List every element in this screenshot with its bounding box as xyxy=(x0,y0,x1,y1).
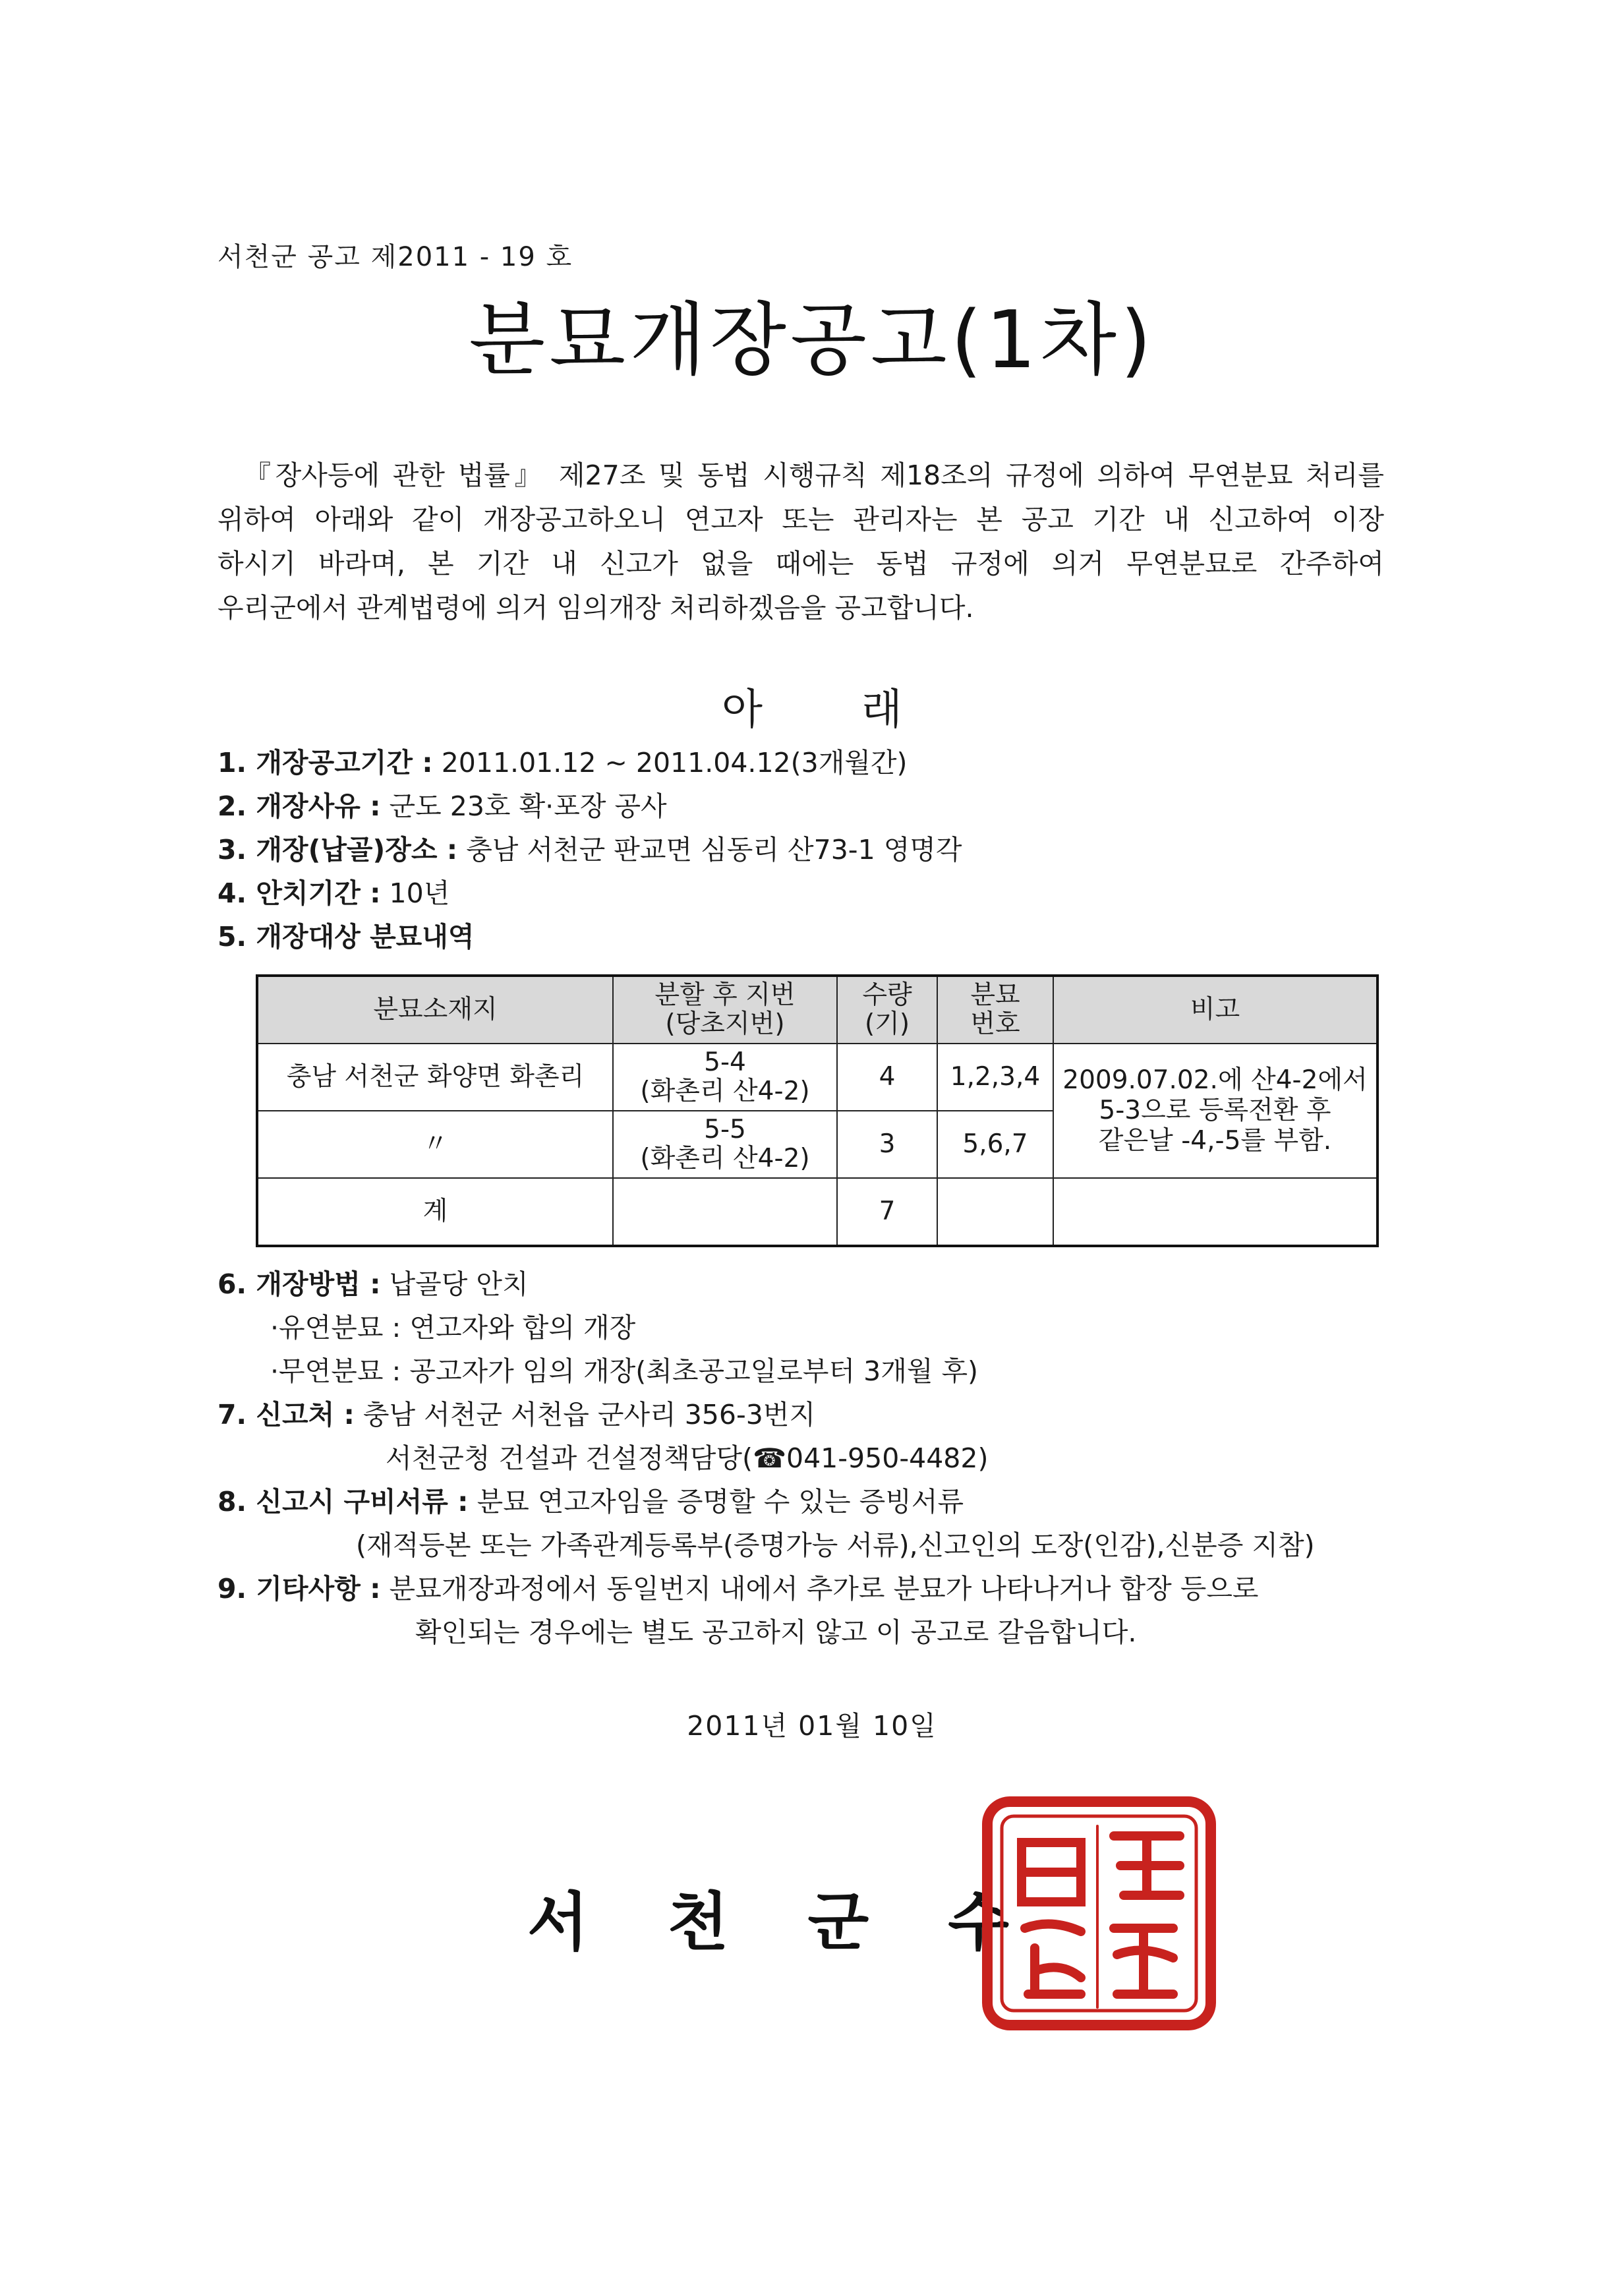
item-6 xyxy=(218,1264,529,1304)
cell-number: 5,6,7 xyxy=(937,1111,1053,1178)
header-lot-line2: (당초지번) xyxy=(665,1009,785,1039)
cell-total-count: 7 xyxy=(837,1178,937,1246)
document-title: 분묘개장공고(1차) xyxy=(469,295,1155,386)
header-number-line1: 분묘 xyxy=(970,980,1020,1010)
cell-lot-line1: 5-4 xyxy=(704,1048,746,1077)
cell-lot-line2: (화촌리 산4-2) xyxy=(640,1144,810,1173)
header-count-line2: (기) xyxy=(864,1009,910,1039)
item-3 xyxy=(218,830,962,870)
note-line: 2009.07.02.에 산4-2에서 xyxy=(1062,1065,1368,1095)
cell-empty xyxy=(613,1178,837,1246)
grave-table xyxy=(256,974,1379,1247)
item-9-cont: 확인되는 경우에는 별도 공고하지 않고 이 공고로 갈음합니다. xyxy=(415,1616,1137,1648)
cell-lot xyxy=(613,1044,837,1111)
item-label: 4. 안치기간 : xyxy=(218,877,381,909)
cell-lot xyxy=(613,1111,837,1178)
item-5 xyxy=(218,917,475,957)
signer-name: 서천군수 xyxy=(527,1885,1088,1959)
item-value: 납골당 안치 xyxy=(380,1268,529,1300)
body-line: 위하여 아래와 같이 개장공고하오니 연고자 또는 관리자는 본 공고 기간 내 신고하여 이장 xyxy=(218,504,1384,535)
body-line: 하시기 바라며, 본 기간 내 신고가 없을 때에는 동법 규정에 의거 무연분묘로 간주하여 xyxy=(218,548,1384,579)
header-number xyxy=(937,976,1053,1044)
header-note: 비고 xyxy=(1053,976,1378,1044)
notice-number: 서천군 공고 제2011 - 19 호 xyxy=(218,242,573,272)
item-8 xyxy=(218,1482,964,1521)
cell-total-label: 계 xyxy=(257,1178,613,1246)
section-heading: 아래 xyxy=(722,686,1001,734)
cell-number: 1,2,3,4 xyxy=(937,1044,1053,1111)
item-label: 6. 개장방법 : xyxy=(218,1268,381,1300)
header-lot xyxy=(613,976,837,1044)
item-7 xyxy=(218,1395,815,1434)
item-7-cont: 서천군청 건설과 건설정책담당(☎041-950-4482) xyxy=(386,1442,989,1474)
cell-empty xyxy=(1053,1178,1378,1246)
item-9 xyxy=(218,1569,1259,1609)
header-location: 분묘소재지 xyxy=(257,976,613,1044)
item-value: 2011.01.12 ~ 2011.04.12(3개월간) xyxy=(432,747,908,779)
item-8-cont: (재적등본 또는 가족관계등록부(증명가능 서류),신고인의 도장(인감),신분증 지참) xyxy=(356,1529,1315,1561)
issue-date: 2011년 01월 10일 xyxy=(687,1710,937,1742)
table-row xyxy=(257,1044,1378,1111)
header-count-line1: 수량 xyxy=(862,980,912,1010)
cell-location: 충남 서천군 화양면 화촌리 xyxy=(257,1044,613,1111)
item-label: 9. 기타사항 : xyxy=(218,1573,381,1605)
header-count xyxy=(837,976,937,1044)
header-number-line2: 번호 xyxy=(970,1009,1020,1039)
cell-count: 3 xyxy=(837,1111,937,1178)
item-1 xyxy=(218,743,908,782)
body-paragraph xyxy=(218,454,1384,630)
item-2 xyxy=(218,786,667,826)
item-value: 충남 서천군 서천읍 군사리 356-3번지 xyxy=(354,1399,816,1431)
item-6-sub-a: ·유연분묘 : 연고자와 합의 개장 xyxy=(270,1312,636,1343)
cell-lot-line1: 5-5 xyxy=(704,1115,746,1144)
official-seal-icon xyxy=(982,1796,1216,2030)
note-line: 같은날 -4,-5를 부함. xyxy=(1098,1126,1332,1156)
item-value: 충남 서천군 판교면 심동리 산73-1 영명각 xyxy=(457,834,962,866)
item-value: 분묘개장과정에서 동일번지 내에서 추가로 분묘가 나타나거나 합장 등으로 xyxy=(380,1573,1259,1605)
item-4 xyxy=(218,873,450,913)
header-lot-line1: 분할 후 지번 xyxy=(654,980,796,1010)
cell-count: 4 xyxy=(837,1044,937,1111)
item-label: 2. 개장사유 : xyxy=(218,790,381,822)
cell-lot-line2: (화촌리 산4-2) xyxy=(640,1077,810,1106)
body-line: 우리군에서 관계법령에 의거 임의개장 처리하겠음을 공고합니다. xyxy=(218,592,974,624)
item-6-sub-b: ·무연분묘 : 공고자가 임의 개장(최초공고일로부터 3개월 후) xyxy=(270,1355,979,1387)
item-label: 5. 개장대상 분묘내역 xyxy=(218,921,475,953)
item-value: 10년 xyxy=(380,877,450,909)
cell-location: 〃 xyxy=(257,1111,613,1178)
item-value: 분묘 연고자임을 증명할 수 있는 증빙서류 xyxy=(468,1486,964,1518)
cell-note xyxy=(1053,1044,1378,1178)
item-label: 3. 개장(납골)장소 : xyxy=(218,834,458,866)
table-header-row xyxy=(257,976,1378,1044)
item-value: 군도 23호 확·포장 공사 xyxy=(380,790,667,822)
cell-empty xyxy=(937,1178,1053,1246)
item-label: 7. 신고처 : xyxy=(218,1399,355,1431)
item-label: 1. 개장공고기간 : xyxy=(218,747,433,779)
body-line: 『장사등에 관한 법률』 제27조 및 동법 시행규칙 제18조의 규정에 의하여 무연분묘 처리를 xyxy=(244,459,1384,491)
table-total-row xyxy=(257,1178,1378,1246)
item-label: 8. 신고시 구비서류 : xyxy=(218,1486,469,1518)
note-line: 5-3으로 등록전환 후 xyxy=(1099,1096,1331,1125)
